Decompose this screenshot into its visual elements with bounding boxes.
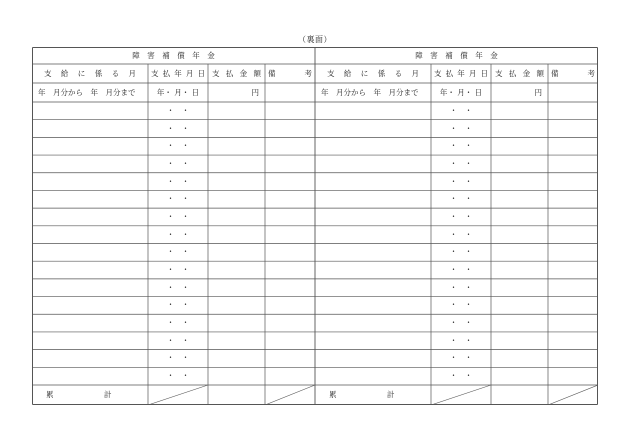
total-label-right: 計 — [104, 390, 112, 399]
pension-ledger — [32, 47, 598, 405]
ledger-grid — [32, 47, 598, 405]
header-payment-date: 支払年月日 — [151, 68, 205, 78]
date-dots: ・ ・ — [166, 265, 190, 275]
header-remarks: 備 考 — [268, 68, 312, 78]
date-dots: ・ ・ — [449, 123, 473, 133]
date-dots: ・ ・ — [166, 282, 190, 292]
date-dots: ・ ・ — [449, 371, 473, 381]
total-label-left: 累 — [329, 390, 337, 399]
date-dots: ・ ・ — [449, 247, 473, 257]
date-dots: ・ ・ — [449, 353, 473, 363]
date-dots: ・ ・ — [449, 318, 473, 328]
date-dots: ・ ・ — [166, 176, 190, 186]
date-dots: ・ ・ — [166, 158, 190, 168]
date-dots: ・ ・ — [449, 229, 473, 239]
header-payment-amount: 支払金額 — [495, 68, 544, 78]
date-dots: ・ ・ — [166, 105, 190, 115]
date-dots: ・ ・ — [166, 335, 190, 345]
date-dots: ・ ・ — [166, 141, 190, 151]
date-dots: ・ ・ — [449, 105, 473, 115]
total-label-right: 計 — [387, 390, 395, 399]
date-dots: ・ ・ — [166, 123, 190, 133]
date-dots: ・ ・ — [166, 194, 190, 204]
first-row-month-range: 年 月分から 年 月分まで — [38, 87, 136, 97]
date-dots: ・ ・ — [166, 211, 190, 221]
date-dots: ・ ・ — [449, 300, 473, 310]
date-dots: ・ ・ — [449, 194, 473, 204]
date-dots: ・ ・ — [166, 300, 190, 310]
back-side-label: （裏面） — [298, 35, 332, 44]
total-diagonal — [148, 385, 208, 405]
header-payment-month: 支 給 に 係 る 月 — [44, 68, 136, 78]
header-payment-month: 支 給 に 係 る 月 — [327, 68, 419, 78]
total-label-left: 累 — [46, 390, 54, 399]
date-dots: ・ ・ — [166, 371, 190, 381]
total-diagonal — [548, 385, 598, 405]
first-row-date: 年・ 月・ 日 — [439, 87, 483, 97]
first-row-date: 年・ 月・ 日 — [156, 87, 200, 97]
date-dots: ・ ・ — [449, 158, 473, 168]
total-diagonal — [265, 385, 315, 405]
header-payment-date: 支払年月日 — [434, 68, 488, 78]
header-payment-amount: 支払金額 — [212, 68, 261, 78]
table-title: 障 害 補 償 年 金 — [415, 50, 498, 60]
header-remarks: 備 考 — [551, 68, 595, 78]
first-row-yen: 円 — [251, 87, 259, 97]
total-diagonal — [431, 385, 491, 405]
date-dots: ・ ・ — [166, 318, 190, 328]
first-row-month-range: 年 月分から 年 月分まで — [321, 87, 419, 97]
date-dots: ・ ・ — [166, 247, 190, 257]
date-dots: ・ ・ — [449, 211, 473, 221]
date-dots: ・ ・ — [449, 141, 473, 151]
date-dots: ・ ・ — [449, 265, 473, 275]
date-dots: ・ ・ — [166, 353, 190, 363]
date-dots: ・ ・ — [449, 335, 473, 345]
date-dots: ・ ・ — [449, 176, 473, 186]
table-title: 障 害 補 償 年 金 — [132, 50, 215, 60]
date-dots: ・ ・ — [449, 282, 473, 292]
date-dots: ・ ・ — [166, 229, 190, 239]
first-row-yen: 円 — [534, 87, 542, 97]
